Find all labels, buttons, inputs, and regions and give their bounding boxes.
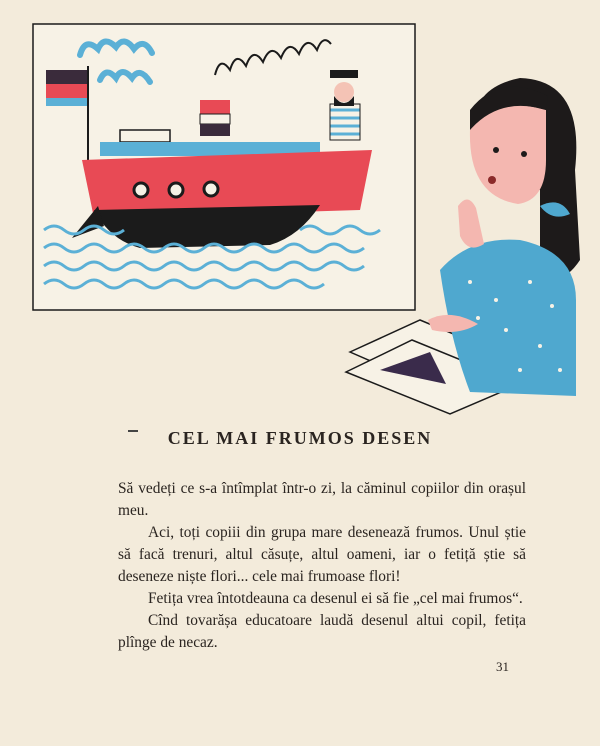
paragraph: Cînd tovarășa educatoare laudă desenul altui copil, fetița plînge de necaz. [118,612,526,651]
page-number: 31 [496,659,509,674]
paragraph: Aci, toți copiii din grupa mare desenează frumos. Unul știe să facă trenuri, altul căsuțe, altul oameni, iar o fetiță știe să deseneze niște flori... cele mai frumoase flori! [118,524,526,585]
story-text [118,478,526,654]
ship-drawing [33,24,415,310]
paragraph: Fetița vrea întotdeauna ca desenul ei să fie „cel mai frumos“. [148,590,523,607]
paragraph: Să vedeți ce s-a întîmplat într-o zi, la căminul copiilor din orașul meu. [118,480,526,519]
story-title: CEL MAI FRUMOS DESEN [167,428,433,448]
